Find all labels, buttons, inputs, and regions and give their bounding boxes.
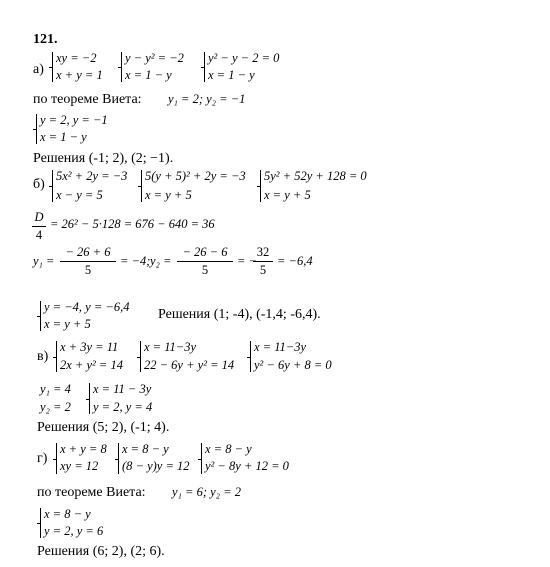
equation: 5x² + 2y = −3	[56, 169, 128, 183]
root-label: y₂ =	[150, 254, 172, 268]
equation: y − y² = −2	[125, 51, 184, 65]
answer: Решения (1; -4), (-1,4; -6,4).	[158, 307, 321, 322]
fraction	[60, 245, 116, 278]
part-a-label: а)	[33, 62, 44, 77]
brace	[140, 341, 141, 372]
equation: x = 11−3y	[254, 340, 307, 354]
equation: 2x + y² = 14	[60, 358, 123, 372]
brace	[89, 383, 90, 414]
equation: y = 2, y = 6	[44, 524, 104, 538]
part-v-label: в)	[37, 349, 49, 364]
brace	[40, 508, 41, 538]
brace	[121, 52, 122, 82]
brace	[250, 341, 251, 372]
root-label: y₁ =	[33, 254, 55, 268]
discriminant-expression: = 26² − 5·128 = 676 − 640 = 36	[50, 217, 215, 231]
equation: x = y + 5	[264, 188, 311, 202]
numerator: D	[32, 210, 46, 227]
equation: x + y = 1	[56, 68, 103, 82]
root-value: y₂ = 2	[40, 400, 71, 414]
equation: x + y = 8	[60, 442, 107, 456]
equation: 5y² + 52y + 128 = 0	[264, 169, 367, 183]
equation: y² − 6y + 8 = 0	[254, 358, 332, 372]
brace	[260, 170, 261, 202]
brace	[201, 443, 202, 474]
problem-number: 121.	[33, 32, 58, 47]
equation: x = 11−3y	[144, 340, 197, 354]
equation: y = 2, y = −1	[40, 113, 108, 127]
part-g-label: г)	[37, 451, 48, 466]
answer: Решения (5; 2), (-1; 4).	[37, 420, 170, 435]
equation: x + 3y = 11	[60, 340, 119, 354]
brace	[52, 52, 53, 82]
equation: x = 8 − y	[122, 442, 169, 456]
brace	[141, 170, 142, 202]
equation: 22 − 6y + y² = 14	[144, 358, 235, 372]
numerator: − 26 + 6	[60, 245, 116, 262]
equation: x = 11 − 3y	[93, 382, 152, 396]
equation: x − y = 5	[56, 188, 103, 202]
equation: y² − 8y + 12 = 0	[205, 459, 289, 473]
equation: y = −4, y = −6,4	[44, 300, 130, 314]
brace	[40, 301, 41, 331]
fraction	[253, 245, 273, 278]
brace	[56, 443, 57, 474]
denominator: 4	[35, 228, 43, 242]
root-value: = −6,4	[277, 254, 313, 268]
vieta-roots: y₁ = 2; y₂ = −1	[168, 92, 246, 106]
equation: x = y + 5	[44, 317, 91, 331]
brace	[36, 114, 37, 144]
brace	[56, 341, 57, 372]
answer: Решения (-1; 2), (2; −1).	[33, 151, 174, 166]
vieta-text: по теореме Виета:	[37, 485, 146, 500]
numerator: − 26 − 6	[177, 245, 233, 262]
answer: Решения (6; 2), (2; 6).	[37, 544, 165, 559]
brace	[118, 443, 119, 474]
denominator: 5	[201, 263, 209, 277]
equation: x = 1 − y	[208, 68, 255, 82]
part-b-label: б)	[33, 177, 45, 192]
root-value: y₁ = 4	[40, 382, 71, 396]
equation: 5(y + 5)² + 2y = −3	[145, 169, 246, 183]
root-value: = −	[237, 254, 257, 268]
equation: x = 1 − y	[40, 130, 87, 144]
equation: x = 8 − y	[205, 442, 252, 456]
equation: xy = −2	[56, 51, 97, 65]
equation: y² − y − 2 = 0	[208, 51, 280, 65]
equation: (8 − y)y = 12	[122, 459, 190, 473]
equation: xy = 12	[60, 459, 99, 473]
equation: y = 2, y = 4	[93, 400, 153, 414]
fraction	[32, 210, 46, 243]
denominator: 5	[259, 263, 267, 277]
vieta-roots: y₁ = 6; y₂ = 2	[172, 485, 241, 499]
equation: x = y + 5	[145, 188, 192, 202]
brace	[52, 170, 53, 202]
brace	[204, 52, 205, 82]
numerator: 32	[253, 245, 273, 262]
equation: x = 8 − y	[44, 507, 91, 521]
denominator: 5	[84, 263, 92, 277]
root-value: = −4;	[120, 254, 151, 268]
fraction	[177, 245, 233, 278]
equation: x = 1 − y	[125, 68, 172, 82]
vieta-text: по теореме Виета:	[33, 92, 142, 107]
